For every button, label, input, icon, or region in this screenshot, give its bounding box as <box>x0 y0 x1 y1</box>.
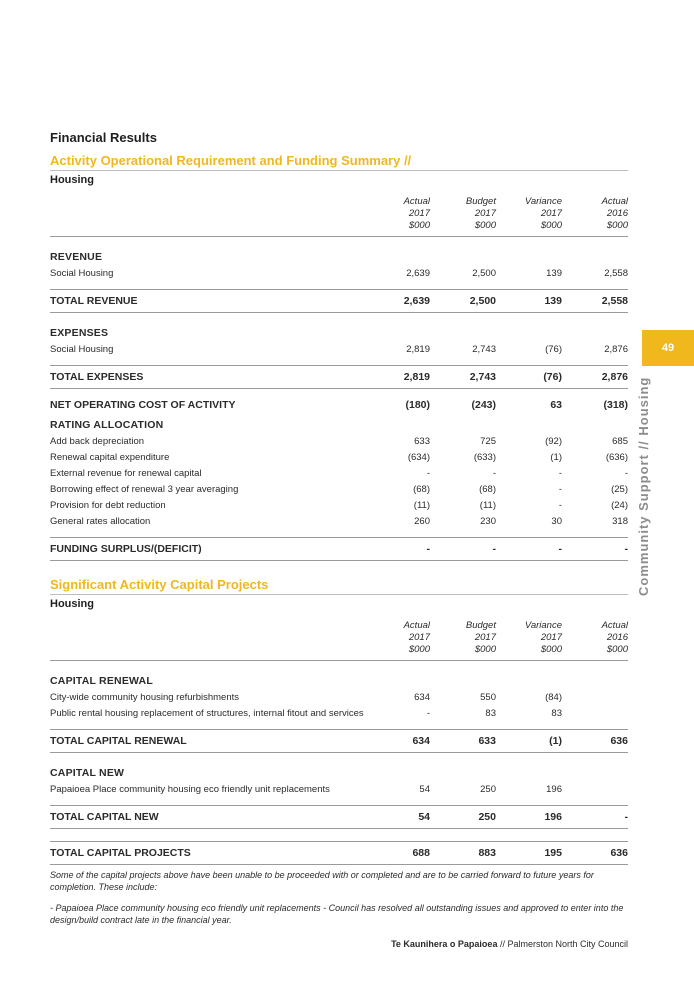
col-header: 2017 <box>474 632 496 643</box>
capital-header-row-3 <box>50 644 628 661</box>
col-header: Budget <box>465 196 496 207</box>
section-expenses: EXPENSES <box>50 327 109 339</box>
col-header: $000 <box>364 644 430 661</box>
note-papaioea: - Papaioea Place community housing eco friendly unit replacements - Council has resolved all outstanding issues and approved to enter into the design/build contract late in the financial year. <box>50 903 624 925</box>
net-operating-row: NET OPERATING COST OF ACTIVITY (180) (243) 63 (318) <box>50 399 628 411</box>
table-row: External revenue for renewal capital - - - - <box>50 467 628 479</box>
col-header: 2017 <box>474 208 496 219</box>
table-row: Social Housing 2,639 2,500 139 2,558 <box>50 267 628 279</box>
table-row: City-wide community housing refurbishments 634 550 (84) <box>50 691 562 703</box>
col-header: Actual <box>403 196 430 207</box>
total-expenses-row: TOTAL EXPENSES 2,819 2,743 (76) 2,876 <box>50 366 628 389</box>
col-header: $000 <box>430 644 496 661</box>
section-revenue: REVENUE <box>50 251 103 263</box>
page-heading: Financial Results <box>50 130 157 145</box>
summary-header-row-2 <box>50 208 628 220</box>
col-header: $000 <box>364 220 430 237</box>
col-header: Budget <box>465 620 496 631</box>
col-header: 2017 <box>408 208 430 219</box>
col-header: 2017 <box>408 632 430 643</box>
section-capital-renewal: CAPITAL RENEWAL <box>50 675 153 687</box>
table-row: Social Housing 2,819 2,743 (76) 2,876 <box>50 343 628 355</box>
section-rating: RATING ALLOCATION <box>50 419 164 431</box>
col-header: $000 <box>562 644 628 661</box>
total-capital-renewal-row: TOTAL CAPITAL RENEWAL 634 633 (1) 636 <box>50 730 628 753</box>
total-revenue-row: TOTAL REVENUE 2,639 2,500 139 2,558 <box>50 290 628 313</box>
summary-header-row-3 <box>50 220 628 237</box>
col-header: Variance <box>524 620 562 631</box>
footer-rest: // Palmerston North City Council <box>497 939 628 949</box>
col-header: 2016 <box>606 632 628 643</box>
footer-org: Te Kaunihera o Papaioea <box>391 939 498 949</box>
capital-header-row-2 <box>50 632 628 644</box>
page-footer <box>391 939 628 949</box>
capital-table <box>50 620 628 865</box>
col-header: $000 <box>496 644 562 661</box>
funding-surplus-row: FUNDING SURPLUS/(DEFICIT) - - - - <box>50 538 628 561</box>
page-number-tab: 49 <box>642 330 694 366</box>
col-header: 2017 <box>540 208 562 219</box>
total-capital-projects-row: TOTAL CAPITAL PROJECTS 688 883 195 636 <box>50 842 628 865</box>
table-row: Borrowing effect of renewal 3 year averaging (68) (68) - (25) <box>50 483 628 495</box>
table-row: Papaioea Place community housing eco friendly unit replacements 54 250 196 <box>50 783 562 795</box>
table-row: Provision for debt reduction (11) (11) - (24) <box>50 499 628 511</box>
capital-title: Significant Activity Capital Projects <box>50 577 628 595</box>
side-section-label: Community Support // Housing <box>636 376 651 596</box>
col-header: 2016 <box>606 208 628 219</box>
col-header: Variance <box>524 196 562 207</box>
table-row: Add back depreciation 633 725 (92) 685 <box>50 435 628 447</box>
table-row: Renewal capital expenditure (634) (633) (1) (636) <box>50 451 628 463</box>
summary-title: Activity Operational Requirement and Funding Summary // <box>50 153 628 171</box>
summary-header-row-1 <box>50 196 628 208</box>
col-header: $000 <box>430 220 496 237</box>
summary-subtitle: Housing <box>50 174 94 186</box>
col-header: Actual <box>601 620 628 631</box>
note-carry-forward: Some of the capital projects above have been unable to be proceeded with or completed and are to be carried forward to future years for completion. These include: <box>50 870 594 892</box>
section-capital-new: CAPITAL NEW <box>50 767 125 779</box>
col-header: $000 <box>562 220 628 237</box>
col-header: Actual <box>403 620 430 631</box>
table-row: Public rental housing replacement of structures, internal fitout and services - 83 83 <box>50 707 562 719</box>
table-row: General rates allocation 260 230 30 318 <box>50 515 628 527</box>
total-capital-new-row: TOTAL CAPITAL NEW 54 250 196 - <box>50 806 628 829</box>
capital-subtitle: Housing <box>50 598 94 610</box>
col-header: $000 <box>496 220 562 237</box>
col-header: 2017 <box>540 632 562 643</box>
capital-header-row-1 <box>50 620 628 632</box>
summary-table <box>50 196 628 561</box>
col-header: Actual <box>601 196 628 207</box>
